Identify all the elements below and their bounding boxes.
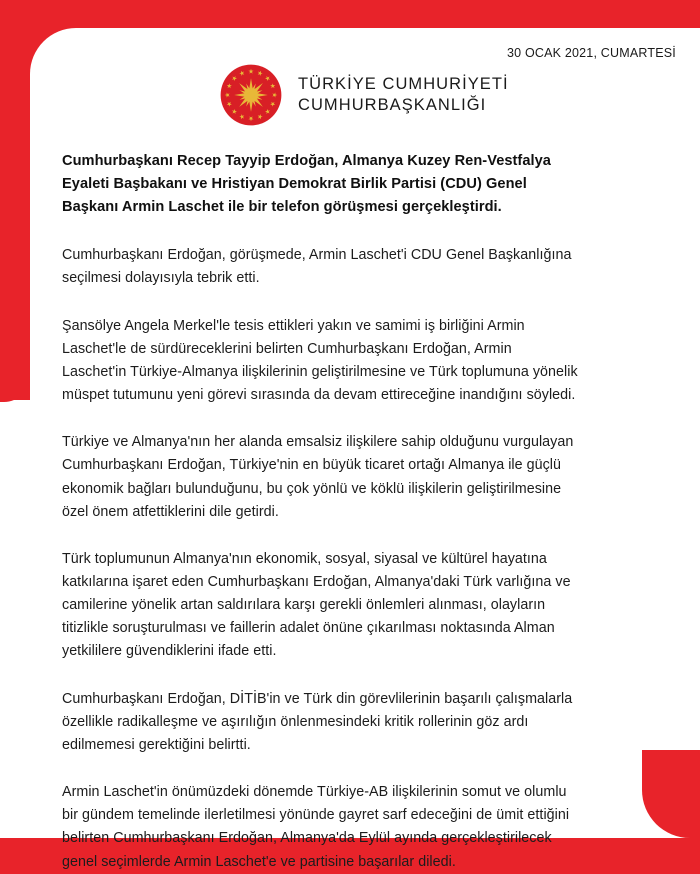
- body-paragraph: Türkiye ve Almanya'nın her alanda emsalsiz ilişkilere sahip olduğunu vurgulayan Cumhurbaşkanı Erdoğan, Türkiye'nin en büyük ticaret ortağı Almanya ile güçlü ekonomik bağları bulunduğunu, bu çok yönlü ve köklü ilişkilerin geliştirilmesine özel önem atfettiklerini dile getirdi.: [62, 434, 574, 520]
- body-paragraph: Armin Laschet'in önümüzdeki dönemde Türkiye-AB ilişkilerinin somut ve olumlu bir gündem temelinde ilerletilmesi yönünde gayret sarf edeceğini de ümit ettiğini belirten Cumhurbaşkanı Erdoğan, Almanya'da Eylül ayında gerçekleştirilecek genel seçimlerde Armin Laschet'e ve partisine başarılar diledi.: [62, 784, 570, 870]
- document-header: [30, 28, 700, 138]
- institution-title: [298, 74, 509, 116]
- turkish-presidency-emblem-icon: [220, 64, 282, 126]
- press-release-body: [62, 150, 578, 874]
- release-date: 30 OCAK 2021, CUMARTESİ: [506, 46, 676, 60]
- body-paragraph: Cumhurbaşkanı Erdoğan, DİTİB'in ve Türk din görevlilerinin başarılı çalışmalarla özellikle radikalleşme ve aşırılığın önlenmesindeki kritik rollerinin göz ardı edilmemesi gerektiğini belirtti.: [62, 690, 573, 753]
- body-paragraph: Türk toplumunun Almanya'nın ekonomik, sosyal, siyasal ve kültürel hayatına katkılarına işaret eden Cumhurbaşkanı Erdoğan, Almanya'daki Türk varlığına ve camilerine yönelik artan saldırılara karşı gerekli önlemleri alınması, olayların titizlikle soruşturulması ve faillerin adalet önüne çıkarılması noktasında Alman yetkililere güvendiklerini ifade etti.: [62, 550, 571, 660]
- brand-block: [220, 64, 509, 126]
- institution-title-line-1: TÜRKİYE CUMHURİYETİ: [298, 75, 509, 94]
- body-paragraph: Cumhurbaşkanı Erdoğan, görüşmede, Armin Laschet'i CDU Genel Başkanlığına seçilmesi dolayısıyla tebrik etti.: [62, 247, 572, 287]
- paragraph-list: [62, 244, 578, 873]
- body-paragraph: Şansölye Angela Merkel'le tesis ettikleri yakın ve samimi iş birliğini Armin Laschet'le de sürdüreceklerini belirten Cumhurbaşkanı Erdoğan, Armin Laschet'in Türkiye-Almanya ilişkilerinin geliştirilmesine ve Türk toplumuna yönelik müspet tutumunu yeni görevi sırasında da devam ettireceğine inandığını söyledi.: [62, 317, 578, 404]
- institution-title-line-2: CUMHURBAŞKANLIĞI: [298, 96, 487, 114]
- page-title: Cumhurbaşkanı Recep Tayyip Erdoğan, Almanya Kuzey Ren-Vestfalya Eyaleti Başbakanı ve Hristiyan Demokrat Birlik Partisi (CDU) Genel Başkanı Armin Laschet ile bir telefon görüşmesi gerçekleştirdi.: [62, 153, 551, 215]
